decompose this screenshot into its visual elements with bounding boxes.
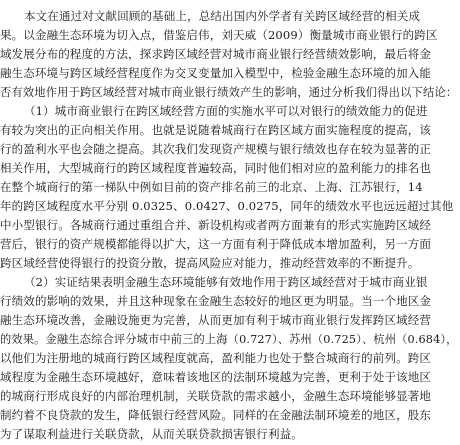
text-line: 本文在通过对文献回顾的基础上，总结出国内外学者有关跨区域经营的相关成 [24, 9, 421, 23]
text-line: 域发展分布的程度的方法，探求跨区域经营对城市商业银行经营绩效影响，最后将金 [0, 47, 432, 61]
text-line: 中小型银行。各城商行通过重组合并、新设机构或者两方面兼有的形式实施跨区域经 [0, 218, 432, 232]
text-line: 融生态环境与跨区域经营程度作为交叉变量加入模型中，检验金融生态环境的加入能 [0, 66, 432, 80]
text-line: 相关作用，大型城商行的跨区域程度普遍较高，同时他们相对应的盈利能力的排名也 [0, 161, 432, 175]
text-line: 的城商行形成良好的内部治理机制，关联贷款的需求越小，金融生态环境能够显著地 [0, 389, 432, 403]
text-line: 在整个城商行的第一梯队中例如目前的资产排名前三的北京、上海、江苏银行，14 [0, 180, 423, 194]
text-line: 行的盈利水平也会随之提高。其次我们发现资产规模与银行绩效也存在较为显著的正 [0, 142, 432, 156]
text-line: 营后，银行的资产规模都能得以扩大，这一方面有利于降低成本增加盈利，另一方面 [0, 237, 432, 251]
text-line: （1）城市商业银行在跨区域经营方面的实施水平可以对银行的绩效能力的促进 [24, 104, 428, 118]
text-line: 以他们为注册地的城商行跨区域程度就高，盈利能力也处于整合城商行的前列。跨区 [0, 351, 432, 365]
text-line: 为了谋取利益进行关联贷款，从而关联贷款损害银行利益。 [0, 427, 303, 441]
text-line: 果。以金融生态环境为切入点，借鉴启伟，刘天威（2009）衡量城市商业银行的跨区 [0, 28, 438, 42]
text-line: 有较为突出的正向相关作用。也就是说随着城商行在跨区域方面实施程度的提高，该 [0, 123, 432, 137]
text-line: 的效果。金融生态综合评分城市中前三的上海（0.727）、苏州（0.725）、杭州（0.684）， [0, 333, 458, 346]
text-line: 融生态环境改善，金融设施更为完善，从而更加有利于城市商业银行发挥跨区域经营 [0, 313, 432, 327]
text-line: 制约着不良贷款的发生，降低银行经营风险。同样的在金融法制环境差的地区，股东 [0, 408, 432, 422]
text-line: 跨区域经营使得银行的投资分散，提高风险应对能力，推动经营效率的不断提升。 [0, 256, 420, 270]
text-line: （2）实证结果表明金融生态环境能够有效地作用于跨区域经营对于城市商业银 [24, 275, 428, 289]
text-line: 域程度为金融生态环境越好，意味着该地区的法制环境越为完善，更利于处于该地区 [0, 370, 432, 384]
text-line: 年的跨区域程度水平分别 0.0325、0.0427、0.0275，同年的绩效水平也远远超过其他 [0, 199, 454, 213]
text-line: 否有效地作用于跨区域经营对城市商业银行绩效产生的影响，通过分析我们得出以下结论： [0, 86, 458, 99]
text-line: 行绩效的影响的效果，并且这种现象在金融生态较好的地区更为明显。当一个地区金 [0, 294, 432, 308]
